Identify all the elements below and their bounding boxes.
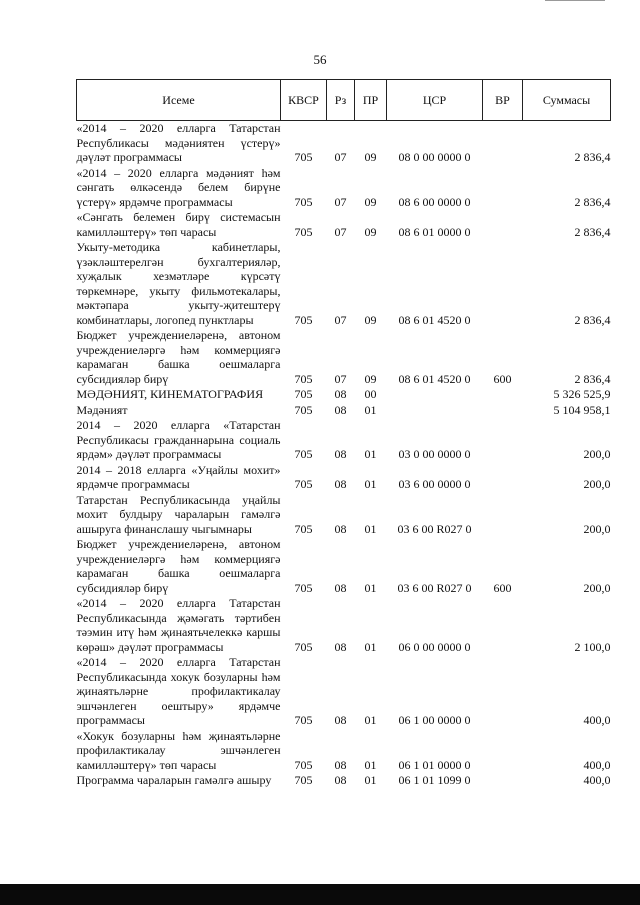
header-pr: ПР xyxy=(355,80,387,121)
table-row xyxy=(77,403,611,419)
cell-vr xyxy=(483,166,523,211)
cell-name: «2014 – 2020 елларга Татарстан Республикасында хокук бозуларны һәм җинаятьләрне профилактикалау эшчәнлеген оештыру» ярдәмче программасы xyxy=(76,655,281,727)
scan-edge-mark xyxy=(545,0,605,1)
cell-pr: 01 xyxy=(364,447,377,461)
table-row xyxy=(77,537,611,596)
table-row xyxy=(77,328,611,387)
cell-csr: 08 6 01 0000 0 xyxy=(398,224,471,239)
cell-csr: 06 1 01 0000 0 xyxy=(398,757,471,772)
cell-pr: 01 xyxy=(364,639,377,654)
cell-sum: 5 104 958,1 xyxy=(553,402,611,417)
cell-vr xyxy=(483,403,523,419)
cell-csr: 03 6 00 R027 0 xyxy=(397,580,472,595)
cell-csr: 08 6 00 0000 0 xyxy=(398,194,471,209)
cell-sum: 5 326 525,9 xyxy=(553,387,611,401)
cell-sum: 400,0 xyxy=(583,757,611,772)
cell-rz: 07 xyxy=(334,371,347,386)
cell-pr: 01 xyxy=(364,477,377,491)
cell-rz: 08 xyxy=(334,757,347,772)
cell-sum: 200,0 xyxy=(583,477,611,491)
table-row xyxy=(77,493,611,538)
cell-name: «Сәнгать белемен бирү системасын камилләштерү» төп чарасы xyxy=(76,210,281,239)
cell-name: Укыту-методика кабинетлары, үзәкләштерелгән бухгалтерияләр, хуҗалык хезмәтләре күрсәтү төркемнәре, укыту фильмотекалары, мәктәпара укыту-җитештерү комбинатлары, логопед пунктлары xyxy=(76,240,281,327)
cell-name: Бюджет учреждениеләренә, автоном учреждениеләргә һәм коммерциягә карамаган башка оешмаларга субсидияләр бирү xyxy=(76,328,281,386)
cell-kvsr: 705 xyxy=(294,224,313,239)
cell-csr: 08 6 01 4520 0 xyxy=(398,371,471,386)
cell-rz: 07 xyxy=(334,312,347,327)
cell-kvsr: 705 xyxy=(294,402,313,417)
cell-vr xyxy=(483,121,523,166)
cell-name: «2014 – 2020 елларга мәдәният һәм сәнгать өлкәсендә белем бирүне үстерү» ярдәмче программасы xyxy=(76,165,281,209)
cell-rz: 08 xyxy=(334,639,347,654)
cell-vr xyxy=(483,240,523,328)
header-sum: Суммасы xyxy=(523,80,611,121)
cell-pr: 09 xyxy=(364,312,377,327)
table-body xyxy=(77,121,611,789)
cell-pr: 09 xyxy=(364,224,377,239)
cell-sum: 200,0 xyxy=(583,447,611,461)
cell-vr xyxy=(483,463,523,493)
page-number: 56 xyxy=(313,52,327,67)
cell-sum: 400,0 xyxy=(583,713,611,727)
cell-pr: 01 xyxy=(364,521,377,536)
scan-bottom-edge xyxy=(0,884,640,905)
cell-pr: 01 xyxy=(364,757,377,772)
cell-name: Программа чараларын гамәлгә ашыру xyxy=(76,773,272,787)
table-header xyxy=(77,80,611,121)
cell-sum: 2 836,4 xyxy=(574,150,611,164)
cell-sum: 2 836,4 xyxy=(574,371,611,386)
cell-csr: 08 0 00 0000 0 xyxy=(398,150,471,164)
cell-vr: 600 xyxy=(493,580,512,595)
cell-rz: 07 xyxy=(334,150,347,164)
cell-vr xyxy=(483,210,523,240)
cell-kvsr: 705 xyxy=(294,639,313,654)
cell-name: «Хокук бозуларны һәм җинаятьләрне профилактикалау эшчәнлеген камилләштерү» төп чарасы xyxy=(76,728,281,772)
cell-rz: 08 xyxy=(334,477,347,491)
cell-pr: 00 xyxy=(364,387,377,401)
table-row xyxy=(77,166,611,211)
cell-name: «2014 – 2020 елларга Татарстан Республикасында җәмәгать тәртибен тәэмин итү һәм җинаятьчелеккә каршы көрәш» дәүләт программасы xyxy=(76,596,281,654)
cell-sum: 2 836,4 xyxy=(574,312,611,327)
cell-vr xyxy=(483,773,523,789)
cell-csr: 06 1 01 1099 0 xyxy=(398,773,471,787)
cell-csr: 06 0 00 0000 0 xyxy=(398,639,471,654)
cell-csr: 06 1 00 0000 0 xyxy=(398,713,471,727)
cell-rz: 08 xyxy=(334,447,347,461)
cell-sum: 200,0 xyxy=(583,580,611,595)
table-row xyxy=(77,418,611,463)
cell-csr xyxy=(387,387,483,403)
cell-pr: 09 xyxy=(364,371,377,386)
table-row xyxy=(77,463,611,493)
cell-kvsr: 705 xyxy=(294,312,313,327)
cell-name: Мәдәният xyxy=(76,402,128,417)
cell-csr: 03 6 00 0000 0 xyxy=(398,477,471,491)
cell-name: «2014 – 2020 елларга Татарстан Республикасы мәдәниятен үстерү» дәүләт программасы xyxy=(76,121,281,164)
cell-sum: 2 836,4 xyxy=(574,194,611,209)
cell-sum: 200,0 xyxy=(583,521,611,536)
cell-kvsr: 705 xyxy=(294,150,313,164)
cell-vr xyxy=(483,655,523,729)
cell-pr: 01 xyxy=(364,580,377,595)
cell-csr: 08 6 01 4520 0 xyxy=(398,312,471,327)
cell-sum: 2 836,4 xyxy=(574,224,611,239)
cell-vr xyxy=(483,493,523,538)
cell-kvsr: 705 xyxy=(294,194,313,209)
cell-kvsr: 705 xyxy=(294,757,313,772)
header-csr: ЦСР xyxy=(387,80,483,121)
cell-vr: 600 xyxy=(493,371,512,386)
cell-sum: 2 100,0 xyxy=(574,639,611,654)
cell-csr: 03 0 00 0000 0 xyxy=(398,447,471,461)
cell-vr xyxy=(483,596,523,655)
cell-kvsr: 705 xyxy=(294,387,313,401)
cell-kvsr: 705 xyxy=(294,580,313,595)
table-row xyxy=(77,773,611,789)
table-row xyxy=(77,729,611,774)
cell-pr: 01 xyxy=(364,713,377,727)
cell-csr: 03 6 00 R027 0 xyxy=(397,521,472,536)
cell-sum: 400,0 xyxy=(583,773,611,787)
cell-kvsr: 705 xyxy=(294,713,313,727)
cell-kvsr: 705 xyxy=(294,773,313,787)
cell-vr xyxy=(483,418,523,463)
cell-pr: 09 xyxy=(364,150,377,164)
cell-kvsr: 705 xyxy=(294,447,313,461)
cell-name: МӘДӘНИЯТ, КИНЕМАТОГРАФИЯ xyxy=(76,387,264,401)
header-kvsr: КВСР xyxy=(281,80,327,121)
cell-rz: 08 xyxy=(334,521,347,536)
cell-kvsr: 705 xyxy=(294,521,313,536)
header-name: Исеме xyxy=(77,80,281,121)
cell-rz: 08 xyxy=(334,580,347,595)
cell-pr: 01 xyxy=(364,402,377,417)
cell-rz: 08 xyxy=(334,773,347,787)
cell-kvsr: 705 xyxy=(294,371,313,386)
cell-csr xyxy=(387,403,483,419)
cell-kvsr: 705 xyxy=(294,477,313,491)
cell-rz: 07 xyxy=(334,224,347,239)
header-vr: ВР xyxy=(483,80,523,121)
table-row xyxy=(77,596,611,655)
budget-table xyxy=(76,79,611,789)
table-row xyxy=(77,655,611,729)
header-rz: Рз xyxy=(327,80,355,121)
cell-rz: 08 xyxy=(334,402,347,417)
table-row xyxy=(77,121,611,166)
cell-name: Бюджет учреждениеләренә, автоном учреждениеләргә һәм коммерциягә карамаган башка оешмаларга субсидияләр бирү xyxy=(76,537,281,595)
cell-pr: 09 xyxy=(364,194,377,209)
cell-rz: 08 xyxy=(334,387,347,401)
cell-name: Татарстан Республикасында уңайлы мохит булдыру чараларын гамәлгә ашыруга финанслашу чыгымнары xyxy=(76,492,281,536)
cell-rz: 08 xyxy=(334,713,347,727)
cell-vr xyxy=(483,729,523,774)
cell-pr: 01 xyxy=(364,773,377,787)
cell-rz: 07 xyxy=(334,194,347,209)
table-row xyxy=(77,210,611,240)
table-row xyxy=(77,387,611,403)
cell-name: 2014 – 2018 елларга «Уңайлы мохит» ярдәмче программасы xyxy=(76,462,281,491)
table-row xyxy=(77,240,611,328)
cell-vr xyxy=(483,387,523,403)
cell-name: 2014 – 2020 елларга «Татарстан Республикасы гражданнарына социаль ярдәм» дәүләт программасы xyxy=(76,418,281,461)
